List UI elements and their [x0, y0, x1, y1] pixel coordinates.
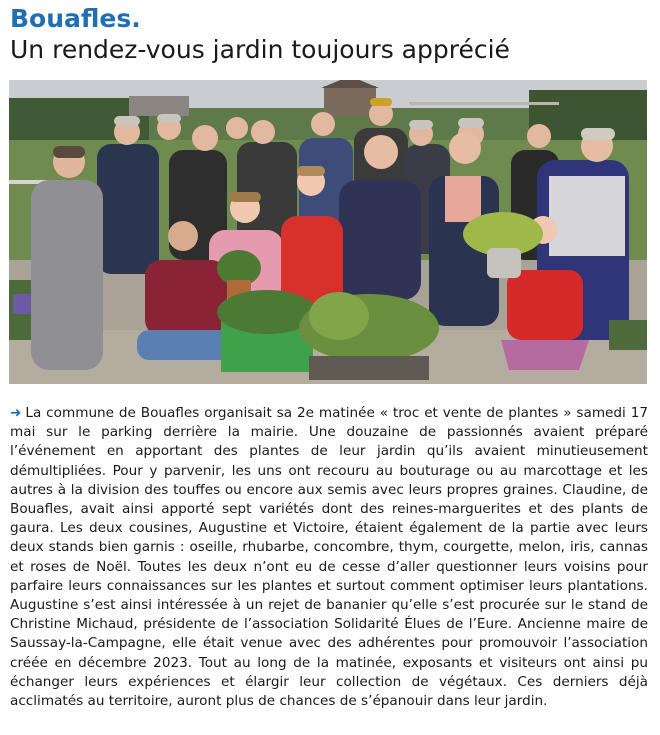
group-photo-illustration	[9, 80, 647, 384]
arrow-right-icon: ➜	[10, 405, 22, 421]
article-body	[10, 404, 648, 711]
article-headline: Un rendez-vous jardin toujours apprécié	[10, 35, 510, 64]
article-kicker: Bouafles.	[10, 4, 141, 33]
article-photo	[9, 80, 647, 384]
article-body-text: La commune de Bouafles organisait sa 2e matinée « troc et vente de plantes » samedi 17 mai sur le parking derrière la mairie. Une douzaine de passionnés avaient préparé l’événement en apportant des plantes de leur jardin qu’ils avaient minutieusement démultipliées. Pour y parvenir, les uns ont recouru au bouturage ou au marcottage et les autres à la division des touffes ou encore aux semis avec leurs propres graines. Claudine, de Bouafles, avait ainsi apporté sept variétés dont des reines-marguerites et des plants de gaura. Les deux cousines, Augustine et Victoire, étaient également de la partie avec leurs deux stands bien garnis : oseille, rhubarbe, concombre, thym, courgette, melon, iris, cannas et roses de Noël. Toutes les deux n’ont eu de cesse d’aller questionner leurs voisins pour parfaire leurs connaissances sur les plantes et surtout comment optimiser leurs plantations. Augustine s’est ainsi intéressée à un rejet de bananier qu’elle s’est procurée sur le stand de Christine Michaud, présidente de l’association Solidarité Élues de l’Eure. Ancienne maire de Saussay-la-Campagne, elle était venue avec des adhérentes pour promouvoir l’association créée en décembre 2023. Tout au long de la matinée, exposants et visiteurs ont ainsi pu échanger leurs expériences et élargir leur collection de végétaux. Ces derniers déjà acclimatés au territoire, auront plus de chances de s’épanouir dans leur jardin.	[10, 405, 648, 710]
